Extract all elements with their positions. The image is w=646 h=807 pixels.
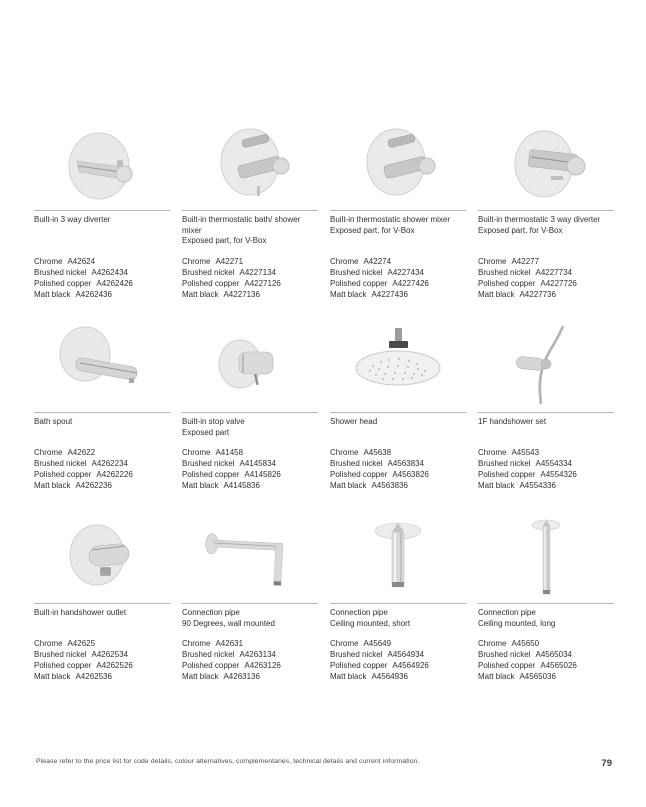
- product-codes: [34, 638, 170, 682]
- finish-label: Matt black: [182, 290, 219, 299]
- connection-pipe-wall-icon: [182, 505, 318, 603]
- product-codes: [330, 638, 466, 682]
- product-subtitle: Ceiling mounted, long: [478, 618, 556, 628]
- product-card: [182, 112, 318, 300]
- product-card: [478, 491, 614, 682]
- handshower-outlet-icon: [34, 505, 170, 603]
- product-code: A42624: [67, 257, 96, 266]
- product-codes: [330, 447, 466, 491]
- product-code: A4563826: [392, 470, 429, 479]
- finish-label: Brushed nickel: [182, 650, 235, 659]
- shower-mixer-icon: [330, 112, 466, 210]
- finish-label: Matt black: [34, 672, 71, 681]
- finish-label: Brushed nickel: [330, 268, 383, 277]
- connection-pipe-ceiling-long-icon: [478, 505, 614, 603]
- finish-label: Brushed nickel: [478, 268, 531, 277]
- footer-note: Please refer to the price list for code details, colour alternatives, complementaries, technical details and current information.: [36, 758, 420, 765]
- connection-pipe-ceiling-short-icon: [330, 505, 466, 603]
- product-card: [330, 300, 466, 491]
- product-code: A4227434: [387, 268, 424, 277]
- product-codes: [330, 256, 466, 300]
- product-code: A42274: [363, 257, 392, 266]
- product-code: A4227436: [371, 290, 408, 299]
- product-card: [330, 491, 466, 682]
- product-codes: [34, 256, 170, 300]
- finish-label: Brushed nickel: [182, 459, 235, 468]
- finish-label: Chrome: [478, 639, 507, 648]
- product-code: A4227134: [239, 268, 276, 277]
- product-codes: [182, 447, 318, 491]
- finish-label: Brushed nickel: [330, 459, 383, 468]
- product-code: A4554334: [535, 459, 572, 468]
- product-code: A4262536: [75, 672, 112, 681]
- bath-spout-icon: [34, 314, 170, 412]
- product-card: [182, 300, 318, 491]
- product-title: Built-in thermostatic 3 way diverter: [478, 215, 601, 224]
- product-code: A4227126: [244, 279, 281, 288]
- finish-label: Chrome: [330, 257, 359, 266]
- product-code: A4145836: [223, 481, 260, 490]
- finish-label: Matt black: [330, 290, 367, 299]
- three-way-diverter-icon: [34, 112, 170, 210]
- product-code: A4227726: [540, 279, 577, 288]
- finish-label: Polished copper: [330, 470, 388, 479]
- product-title: Connection pipe: [330, 608, 388, 617]
- finish-label: Matt black: [182, 672, 219, 681]
- product-codes: [478, 638, 614, 682]
- product-subtitle: Exposed part, for V-Box: [478, 225, 563, 235]
- product-code: A42631: [215, 639, 244, 648]
- product-code: A45650: [511, 639, 540, 648]
- product-title: 1F handshower set: [478, 417, 547, 426]
- product-card: [34, 112, 170, 300]
- finish-label: Matt black: [330, 481, 367, 490]
- product-code: A4565026: [540, 661, 577, 670]
- product-code: A4262526: [96, 661, 133, 670]
- product-code: A4565036: [519, 672, 556, 681]
- product-card: [478, 300, 614, 491]
- shower-head-icon: [330, 314, 466, 412]
- product-code: A4145826: [244, 470, 281, 479]
- product-code: A4262434: [91, 268, 128, 277]
- finish-label: Chrome: [34, 639, 63, 648]
- product-code: A4227734: [535, 268, 572, 277]
- finish-label: Chrome: [34, 257, 63, 266]
- thermostatic-diverter-icon: [478, 112, 614, 210]
- product-subtitle: 90 Degrees, wall mounted: [182, 618, 275, 628]
- product-card: [34, 491, 170, 682]
- product-card: [478, 112, 614, 300]
- product-code: A4262226: [96, 470, 133, 479]
- finish-label: Chrome: [182, 639, 211, 648]
- finish-label: Chrome: [182, 448, 211, 457]
- product-subtitle: Exposed part, for V-Box: [182, 236, 267, 245]
- product-code: A45649: [363, 639, 392, 648]
- finish-label: Matt black: [330, 672, 367, 681]
- product-codes: [34, 447, 170, 491]
- product-code: A4262236: [75, 481, 112, 490]
- finish-label: Matt black: [478, 290, 515, 299]
- finish-label: Polished copper: [182, 661, 240, 670]
- product-codes: [182, 638, 318, 682]
- finish-label: Chrome: [34, 448, 63, 457]
- finish-label: Polished copper: [34, 279, 92, 288]
- product-code: A4563836: [371, 481, 408, 490]
- finish-label: Brushed nickel: [34, 268, 87, 277]
- product-code: A4263136: [223, 672, 260, 681]
- page-number: 79: [601, 758, 612, 769]
- product-code: A45543: [511, 448, 540, 457]
- product-code: A4563834: [387, 459, 424, 468]
- finish-label: Matt black: [478, 481, 515, 490]
- product-codes: [478, 447, 614, 491]
- product-subtitle: Exposed part: [182, 427, 230, 437]
- product-code: A42277: [511, 257, 540, 266]
- product-title: Shower head: [330, 417, 378, 426]
- product-code: A4262234: [91, 459, 128, 468]
- product-code: A4262426: [96, 279, 133, 288]
- finish-label: Polished copper: [182, 279, 240, 288]
- finish-label: Matt black: [34, 290, 71, 299]
- product-code: A4564934: [387, 650, 424, 659]
- finish-label: Polished copper: [478, 279, 536, 288]
- product-subtitle: Exposed part, for V-Box: [330, 225, 415, 235]
- bath-shower-mixer-icon: [182, 112, 318, 210]
- product-title: Connection pipe: [182, 608, 240, 617]
- finish-label: Brushed nickel: [182, 268, 235, 277]
- finish-label: Chrome: [182, 257, 211, 266]
- product-code: A4564926: [392, 661, 429, 670]
- finish-label: Polished copper: [34, 661, 92, 670]
- finish-label: Matt black: [478, 672, 515, 681]
- product-code: A4554326: [540, 470, 577, 479]
- finish-label: Brushed nickel: [478, 650, 531, 659]
- finish-label: Polished copper: [34, 470, 92, 479]
- finish-label: Brushed nickel: [34, 650, 87, 659]
- product-code: A4145834: [239, 459, 276, 468]
- finish-label: Polished copper: [330, 661, 388, 670]
- product-title: Built-in handshower outlet: [34, 608, 127, 617]
- product-code: A4263134: [239, 650, 276, 659]
- product-subtitle: Ceiling mounted, short: [330, 618, 411, 628]
- product-code: A45638: [363, 448, 392, 457]
- finish-label: Chrome: [330, 448, 359, 457]
- product-code: A4227136: [223, 290, 260, 299]
- product-code: A4263126: [244, 661, 281, 670]
- product-title: Built-in stop valve: [182, 417, 245, 426]
- finish-label: Brushed nickel: [330, 650, 383, 659]
- finish-label: Matt black: [34, 481, 71, 490]
- finish-label: Polished copper: [478, 661, 536, 670]
- finish-label: Brushed nickel: [478, 459, 531, 468]
- finish-label: Chrome: [330, 639, 359, 648]
- handshower-set-icon: [478, 314, 614, 412]
- product-code: A41458: [215, 448, 244, 457]
- product-title: Bath spout: [34, 417, 73, 426]
- product-code: A42625: [67, 639, 96, 648]
- product-card: [34, 300, 170, 491]
- finish-label: Brushed nickel: [34, 459, 87, 468]
- product-codes: [182, 256, 318, 300]
- product-code: A42271: [215, 257, 244, 266]
- finish-label: Chrome: [478, 257, 507, 266]
- finish-label: Polished copper: [478, 470, 536, 479]
- finish-label: Polished copper: [330, 279, 388, 288]
- finish-label: Matt black: [182, 481, 219, 490]
- product-card: [182, 491, 318, 682]
- product-card: [330, 112, 466, 300]
- product-title: Connection pipe: [478, 608, 536, 617]
- product-code: A4262534: [91, 650, 128, 659]
- finish-label: Chrome: [478, 448, 507, 457]
- finish-label: Polished copper: [182, 470, 240, 479]
- product-code: A4565034: [535, 650, 572, 659]
- product-code: A4262436: [75, 290, 112, 299]
- product-title: Built-in thermostatic bath/ shower mixer: [182, 215, 301, 235]
- product-title: Built-in thermostatic shower mixer: [330, 215, 451, 224]
- stop-valve-icon: [182, 314, 318, 412]
- product-code: A4227426: [392, 279, 429, 288]
- product-code: A4554336: [519, 481, 556, 490]
- product-code: A4227736: [519, 290, 556, 299]
- product-title: Built-in 3 way diverter: [34, 215, 111, 224]
- product-code: A42622: [67, 448, 96, 457]
- product-codes: [478, 256, 614, 300]
- product-code: A4564936: [371, 672, 408, 681]
